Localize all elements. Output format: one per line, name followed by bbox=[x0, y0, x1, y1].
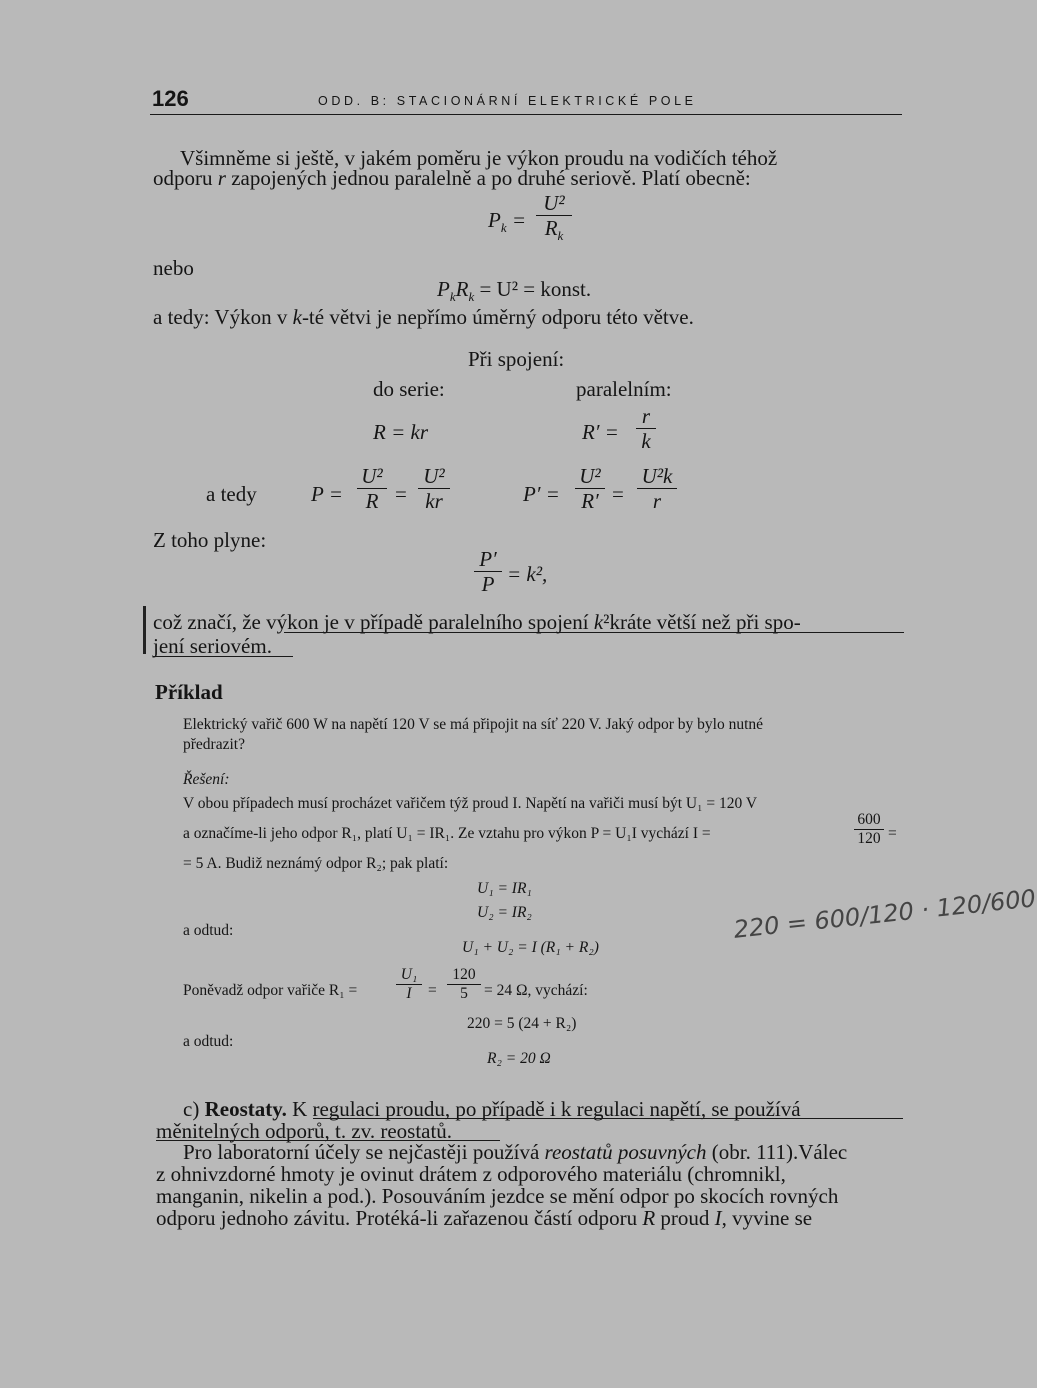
parallel-P-fraction-2: U²k r bbox=[637, 465, 677, 512]
serial-label: do serie: bbox=[373, 377, 445, 401]
z-toho-label: Z toho plyne: bbox=[153, 528, 267, 552]
solution-fraction: 600 120 bbox=[854, 812, 884, 848]
intro-line-1: Všimněme si ještě, v jakém poměru je výkon proudu na vodičích téhož bbox=[180, 146, 778, 170]
eq-r2: R₂ = 20 Ω bbox=[487, 1050, 551, 1067]
parallel-R-lhs: R′ = bbox=[582, 420, 619, 444]
parallel-P-eq: = bbox=[612, 482, 624, 506]
serial-P-lhs: P = bbox=[311, 482, 343, 506]
eq-220: 220 = 5 (24 + R₂) bbox=[467, 1015, 577, 1032]
serial-P-fraction-2: U² kr bbox=[418, 465, 450, 512]
nebo-label: nebo bbox=[153, 256, 194, 280]
eq-u1: U₁ = IR₁ bbox=[477, 880, 532, 897]
connection-heading: Při spojení: bbox=[468, 347, 565, 371]
page-number: 126 bbox=[152, 86, 189, 111]
solution-line-3: = 5 A. Budiž neznámý odpor R₂; pak platí: bbox=[183, 855, 449, 872]
ponevadz-fraction-1: U₁ I bbox=[396, 967, 422, 1003]
ponevadz-line: Poněvadž odpor vařiče R₁ = bbox=[183, 982, 358, 999]
meaning-line-1: což značí, že výkon je v případě paralelního spojení k²kráte větší než při spo- bbox=[153, 610, 801, 634]
a-odtud-2: a odtud: bbox=[183, 1033, 234, 1050]
rheostat-line-4: z ohnivzdorné hmoty je ovinut drátem z odporového materiálu (chromnikl, bbox=[156, 1162, 786, 1186]
handwritten-note: 220 = 600/120 · 120/600 bbox=[732, 884, 1037, 944]
eq-sum: U₁ + U₂ = I (R₁ + R₂) bbox=[462, 939, 599, 956]
a-odtud-1: a odtud: bbox=[183, 922, 234, 939]
running-title: ODD. B: STACIONÁRNÍ ELEKTRICKÉ POLE bbox=[318, 94, 697, 108]
rheostat-line-1: c) Reostaty. K regulaci proudu, po případě i k regulaci napětí, se používá bbox=[183, 1097, 801, 1121]
solution-label: Řešení: bbox=[183, 771, 230, 788]
eq2: $P_kR_k = U^2$ = konst. bbox=[437, 277, 592, 305]
underline-1 bbox=[284, 632, 904, 633]
underline-2 bbox=[153, 656, 293, 657]
parallel-P-fraction-1: U² R′ bbox=[575, 465, 605, 512]
ratio-fraction: P′ P bbox=[474, 548, 502, 595]
parallel-label: paralelním: bbox=[576, 377, 672, 401]
parallel-P-lhs: P′ = bbox=[523, 482, 560, 506]
rheostat-line-5: manganin, nikelin a pod.). Posouváním jezdce se mění odpor po skocích rovných bbox=[156, 1184, 839, 1208]
serial-P-fraction-1: U² R bbox=[357, 465, 387, 512]
parallel-R-fraction: r k bbox=[636, 405, 656, 452]
example-heading: Příklad bbox=[155, 680, 223, 704]
ponevadz-eq: = bbox=[428, 982, 437, 999]
margin-mark bbox=[143, 606, 146, 654]
rheostat-line-2: měnitelných odporů, t. zv. reostatů. bbox=[156, 1119, 453, 1143]
example-task-line-1: Elektrický vařič 600 W na napětí 120 V se má připojit na síť 220 V. Jaký odpor by bylo nutné bbox=[183, 716, 764, 733]
serial-R: R = kr bbox=[373, 420, 428, 444]
a-tedy-label: a tedy bbox=[206, 482, 257, 506]
eq1-fraction: U² $R_k$ bbox=[536, 192, 572, 243]
header-rule bbox=[150, 114, 902, 115]
rheostat-line-3: Pro laboratorní účely se nejčastěji používá reostatů posuvných (obr. 111).Válec bbox=[183, 1140, 848, 1164]
ratio-rhs: = k², bbox=[507, 562, 548, 586]
eq1-lhs: $P_k$ = bbox=[488, 208, 527, 236]
eq-u2: U₂ = IR₂ bbox=[477, 904, 532, 921]
ponevadz-tail: = 24 Ω, vychází: bbox=[484, 982, 588, 999]
solution-line-2: a označíme-li jeho odpor R₁, platí U₁ = IR₁. Ze vztahu pro výkon P = U₁I vychází I = bbox=[183, 825, 711, 842]
example-task-line-2: předrazit? bbox=[183, 736, 245, 753]
meaning-line-2: jení seriovém. bbox=[153, 634, 272, 658]
ponevadz-fraction-2: 120 5 bbox=[447, 967, 481, 1003]
intro-line-2: odporu r zapojených jednou paralelně a po druhé seriově. Platí obecně: bbox=[153, 166, 751, 190]
solution-line-1: V obou případech musí procházet vařičem týž proud I. Napětí na vařiči musí být U₁ = 120 V bbox=[183, 795, 758, 812]
conclusion-line: a tedy: Výkon v k-té větvi je nepřímo úměrný odporu této větve. bbox=[153, 305, 694, 329]
solution-line-2-tail: = bbox=[888, 825, 897, 842]
serial-P-eq: = bbox=[395, 482, 407, 506]
underline-3 bbox=[313, 1118, 903, 1119]
rheostat-line-6: odporu jednoho závitu. Protéká-li zařazenou částí odporu R proud I, vyvine se bbox=[156, 1206, 813, 1230]
